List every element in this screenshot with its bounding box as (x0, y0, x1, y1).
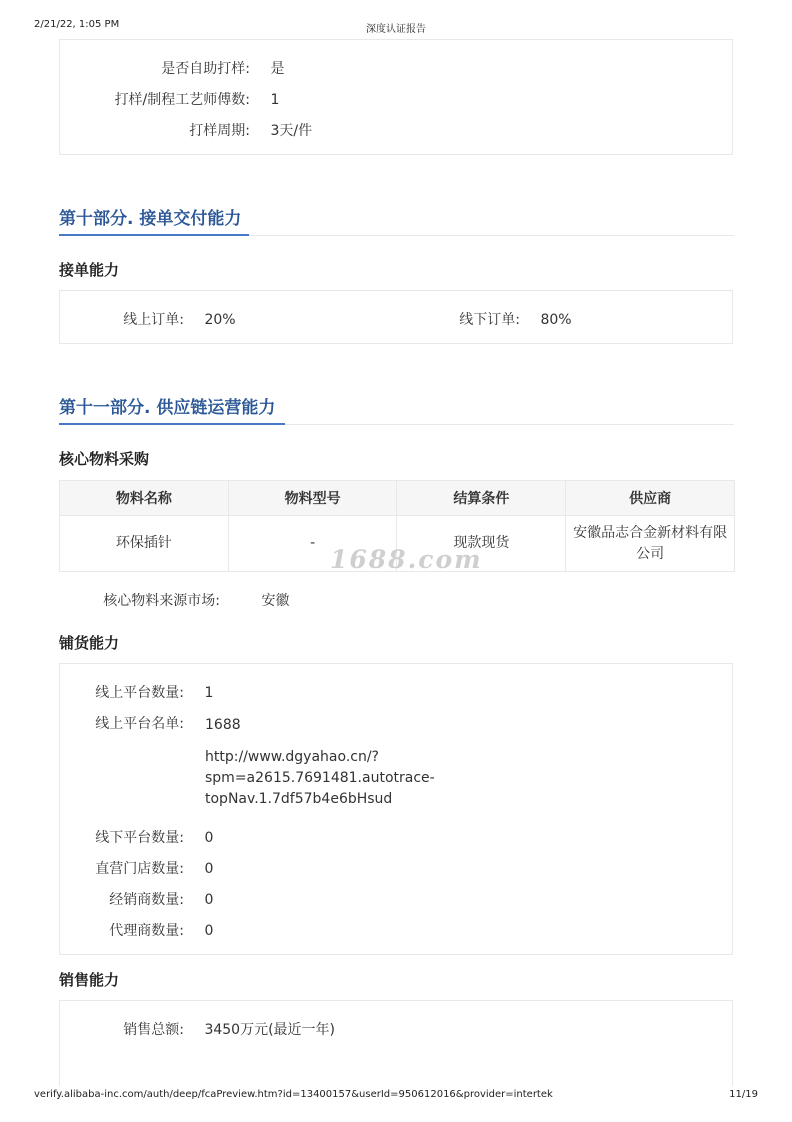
distribution-box (59, 663, 733, 955)
sales-total-row (70, 1019, 335, 1039)
agents-label: 代理商数量: (109, 923, 184, 939)
online-order-value: 20% (204, 312, 236, 328)
cycle-value: 3天/件 (270, 123, 313, 139)
online-count-row (70, 682, 213, 702)
platform-url-line2: spm=a2615.7691481.autotrace- (205, 770, 435, 786)
dealers-row (70, 889, 213, 909)
table-cell: 现款现货 (397, 516, 566, 572)
stores-value: 0 (204, 861, 214, 877)
platform-url-line3: topNav.1.7df57b4e6bHsud (205, 791, 393, 807)
masters-value: 1 (270, 92, 280, 108)
self-sampling-label: 是否自助打样: (161, 61, 250, 77)
table-header: 物料名称 (60, 481, 229, 516)
offline-count-value: 0 (204, 830, 214, 846)
table-header-row (60, 481, 735, 516)
watermark-logo: 1688.com (330, 545, 483, 574)
section10-title: 第十部分. 接单交付能力 (59, 209, 242, 229)
online-count-value: 1 (204, 685, 214, 701)
section11-title: 第十一部分. 供应链运营能力 (59, 398, 276, 418)
report-title: 深度认证报告 (366, 24, 426, 35)
online-count-label: 线上平台数量: (95, 685, 184, 701)
self-sampling-row (70, 58, 284, 78)
offline-order-label: 线下订单: (459, 312, 520, 328)
sales-title: 销售能力 (59, 971, 120, 989)
online-list-row (70, 713, 184, 733)
table-header: 供应商 (566, 481, 735, 516)
masters-label: 打样/制程工艺师傅数: (114, 92, 250, 108)
platform-url-line1: http://www.dgyahao.cn/? (205, 749, 379, 765)
table-cell: 安徽品志合金新材料有限公司 (566, 516, 735, 572)
source-market-row (70, 590, 289, 610)
cycle-row (70, 120, 312, 140)
offline-order-row (410, 309, 572, 329)
material-title: 核心物料采购 (59, 450, 150, 468)
offline-count-row (70, 827, 213, 847)
cycle-label: 打样周期: (189, 123, 250, 139)
table-cell: - (228, 516, 397, 572)
online-order-label: 线上订单: (123, 312, 184, 328)
masters-row (70, 89, 279, 109)
stores-label: 直营门店数量: (95, 861, 184, 877)
source-market-value: 安徽 (261, 593, 290, 609)
order-capacity-title: 接单能力 (59, 261, 120, 279)
agents-row (70, 920, 213, 940)
section11-underline (59, 423, 285, 425)
page-number: 11/19 (729, 1089, 758, 1100)
distribution-title: 铺货能力 (59, 634, 120, 652)
sales-total-label: 销售总额: (123, 1022, 184, 1038)
source-market-label: 核心物料来源市场: (103, 593, 220, 609)
platform-name: 1688 (205, 717, 241, 733)
dealers-value: 0 (204, 892, 214, 908)
offline-count-label: 线下平台数量: (95, 830, 184, 846)
table-cell: 环保插针 (60, 516, 229, 572)
online-order-row (70, 309, 236, 329)
page-url: verify.alibaba-inc.com/auth/deep/fcaPreview.htm?id=13400157&userId=950612016&provider=intertek (34, 1089, 553, 1100)
table-header: 物料型号 (228, 481, 397, 516)
self-sampling-value: 是 (270, 61, 285, 77)
offline-order-value: 80% (540, 312, 572, 328)
online-list-label: 线上平台名单: (95, 716, 184, 732)
sales-total-value: 3450万元(最近一年) (204, 1022, 336, 1038)
dealers-label: 经销商数量: (109, 892, 184, 908)
table-header: 结算条件 (397, 481, 566, 516)
stores-row (70, 858, 213, 878)
print-datetime: 2/21/22, 1:05 PM (34, 19, 120, 30)
section10-underline (59, 234, 249, 236)
sales-box (59, 1000, 733, 1086)
agents-value: 0 (204, 923, 214, 939)
